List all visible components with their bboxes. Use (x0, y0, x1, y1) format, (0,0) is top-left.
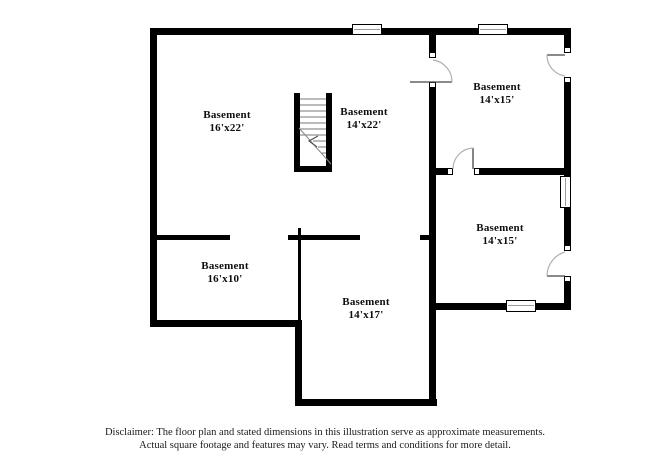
room-dimensions: 14'x22' (346, 119, 382, 131)
staircase-icon (294, 93, 332, 172)
room-name: Basement (201, 260, 249, 272)
room-label-basement-16x10 (201, 260, 248, 286)
room-label-basement-14x15-top (473, 81, 520, 107)
outer-wall-lower-left-vertical (295, 320, 302, 406)
door-jamb (564, 276, 571, 282)
door-jamb (429, 82, 436, 88)
room-dimensions: 14'x15' (479, 94, 515, 106)
room-dimensions: 16'x22' (209, 122, 245, 134)
interior-wall-right-rooms-right (474, 168, 571, 175)
door-jamb (564, 77, 571, 83)
door-jamb (564, 245, 571, 251)
disclaimer-line1: Disclaimer: The floor plan and stated dimensions in this illustration serve as approximate measurements. (104, 427, 546, 438)
room-name: Basement (203, 109, 251, 121)
room-label-basement-14x17 (342, 296, 389, 322)
window-icon (560, 176, 571, 208)
outer-wall-left (150, 28, 157, 327)
room-dimensions: 14'x15' (482, 235, 518, 247)
room-dimensions: 14'x17' (348, 309, 384, 321)
room-name: Basement (340, 106, 388, 118)
window-icon (478, 24, 508, 35)
door-icon (547, 252, 565, 276)
door-jamb (474, 168, 480, 175)
interior-wall-thin-vertical (298, 228, 301, 323)
room-label-basement-14x22 (340, 106, 387, 132)
window-icon (506, 300, 536, 312)
interior-wall-right-room-bottom (429, 303, 571, 310)
door-jamb (429, 52, 436, 58)
room-label-basement-16x22 (203, 109, 250, 135)
interior-wall-middle-seg1 (155, 235, 230, 240)
interior-wall-divider-main (429, 82, 436, 406)
door-icon (547, 55, 565, 76)
window-icon (352, 24, 382, 35)
door-jamb (447, 168, 453, 175)
outer-wall-bottom-left (150, 320, 302, 327)
door-jamb (564, 47, 571, 53)
door-icon (453, 148, 473, 169)
disclaimer-text (0, 426, 650, 452)
room-name: Basement (476, 222, 524, 234)
disclaimer-line2: Actual square footage and features may vary. Read terms and conditions for more detail. (139, 440, 511, 451)
room-label-basement-14x15-middle (476, 222, 523, 248)
room-name: Basement (473, 81, 521, 93)
interior-wall-middle-stub (420, 235, 429, 240)
outer-wall-right-seg2 (564, 77, 571, 176)
outer-wall-bottom (295, 399, 437, 406)
room-name: Basement (342, 296, 390, 308)
door-icon (410, 60, 452, 82)
room-dimensions: 16'x10' (207, 273, 243, 285)
